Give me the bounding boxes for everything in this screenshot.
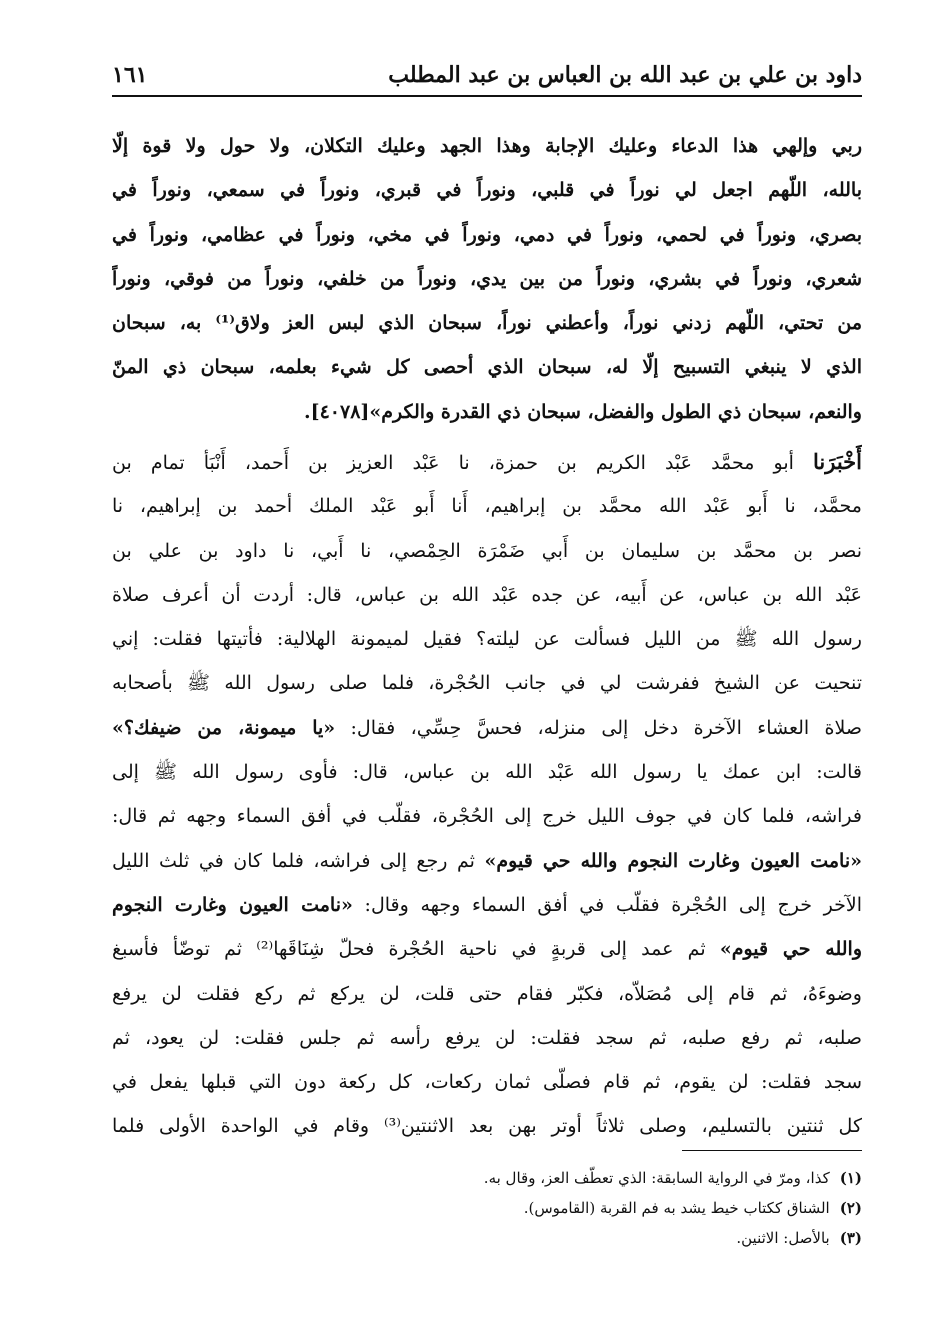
text-line: وضوءَهُ، ثم قام إلى مُصَلاّه، فكبّر فقام حتى قلت، لن يركع ثم ركع فقلت لن يرفع [112, 982, 862, 1005]
text-line [112, 883, 862, 927]
text-line: رسول الله ﷺ من الليل فسألت عن ليلته؟ فقيل لميمونة الهلالية: فأتيتها فقلت: إني [112, 628, 862, 651]
text-line: صلبه، ثم رفع صلبه، ثم سجد فقلت: لن يرفع رأسه ثم جلس فقلت: لن يعود، ثم [112, 1026, 862, 1049]
text-run: صلاة العشاء الآخرة دخل إلى منزله، فحسَّ حِسِّي، فقال: [335, 716, 862, 739]
footnote-text: الشناق ككتاب خيط يشد به فم القربة (القاموس). [523, 1199, 830, 1217]
text-line: قالت: ابن عمك يا رسول الله عَبْد الله بن عباس، قال: فأوى رسول الله ﷺ إلى [112, 761, 862, 784]
text-run: ثم رجع إلى فراشه، فلما كان في ثلث الليل [112, 849, 485, 872]
text-line: الذي لا ينبغي التسبيح إلّا له، سبحان الذي أحصى كل شيء بعلمه، سبحان ذي المنّ [112, 356, 862, 379]
quoted-speech: «يا ميمونة، من ضيفك؟» [112, 716, 336, 739]
footnote [112, 1223, 862, 1253]
text-run: الآخر خرج إلى الحُجْرة فقلّب في أفق السماء وجهه وقال: [352, 893, 862, 916]
text-line [112, 839, 862, 883]
footnote-text: بالأصل: الاثنين. [736, 1229, 830, 1247]
text-line [112, 927, 862, 971]
page-header [112, 58, 862, 94]
text-line: بصري، ونوراً في لحمي، ونوراً في دمي، ونوراً في مخي، ونوراً في عظامي، ونوراً في [112, 223, 862, 246]
text-line: محمَّد، نا أَبو عَبْد الله محمَّد بن إبراهيم، أَنا أَبو عَبْد الملك أحمد بن إبراهيم، نا [112, 495, 862, 518]
narration-paragraph [112, 440, 862, 1149]
text-run: ثم عمد إلى قربةٍ في ناحية الحُجْرة فحلّ شِنَاقَها⁽²⁾ ثم توضّأ فأسبغ [112, 938, 720, 961]
footnote-number: (٢) [839, 1199, 862, 1217]
text-line [112, 440, 862, 484]
footnote-rule [682, 1150, 862, 1151]
text-line: شعري، ونوراً في بشري، ونوراً من بين يدي، ونوراً من خلفي، ونوراً من فوقي، ونوراً [112, 267, 862, 290]
text-line: نصر بن محمَّد بن سليمان بن أَبي ضَمْرَة الحِمْصي، نا أَبي، نا داود بن علي بن [112, 539, 862, 562]
footnote-number: (١) [839, 1169, 862, 1187]
text-line [112, 706, 862, 750]
text-line: عَبْد الله بن عباس، عن أَبيه، عن جده عَبْد الله بن عباس، قال: أردت أن أعرف صلاة [112, 583, 862, 606]
text-line: فراشه، فلما كان في جوف الليل خرج إلى الحُجْرة، فقلّب في أفق السماء وجهه ثم قال: [112, 805, 862, 828]
text-line: بالله، اللّهم اجعل لي نوراً في قلبي، ونوراً في قبري، ونوراً في سمعي، ونوراً في [112, 179, 862, 202]
quoted-speech: «نامت العيون وغارت النجوم [112, 893, 353, 916]
prayer-paragraph [112, 124, 862, 434]
text-line: ربي وإلهي هذا الدعاء وعليك الإجابة وهذا الجهد وعليك التكلان، ولا حول ولا قوة إلّا [112, 135, 862, 157]
footnote [112, 1193, 862, 1223]
footnote-text: كذا، ومرّ في الرواية السابقة: الذي تعطّف العز، وقال به. [483, 1169, 830, 1187]
footnotes [112, 1163, 862, 1253]
running-title: داود بن علي بن عبد الله بن العباس بن عبد المطلب [388, 62, 862, 88]
lead-word: أَخْبَرَنا [813, 449, 862, 474]
footnote [112, 1163, 862, 1193]
text-line: سجد فقلت: لن يقوم، ثم قام فصلّى ثمان ركعات، كل ركعة دون التي قبلها يفعل في [112, 1071, 862, 1094]
text-line: من تحتي، اللّهم زدني نوراً، وأعطني نوراً، سبحان الذي لبس العز ولاق⁽¹⁾ به، سبحان [112, 312, 862, 335]
text-line: تنحيت عن الشيخ ففرشت لي في جانب الحُجْرة، فلما صلى رسول الله ﷺ بأصحابه [112, 672, 862, 695]
text-line: كل ثنتين بالتسليم، وصلى ثلاثاً أوتر بهن بعد الاثنتين⁽³⁾ وقام في الواحدة الأولى فلما [112, 1115, 862, 1138]
text-line: والنعم، سبحان ذي الطول والفضل، سبحان ذي القدرة والكرم»[٤٠٧٨]. [303, 400, 862, 423]
header-rule [112, 95, 862, 97]
text-run: أبو محمَّد عَبْد الكريم بن حمزة، نا عَبْد العزيز بن أَحمد، أَنْبَأ تمام بن [112, 452, 814, 474]
quoted-speech: «نامت العيون وغارت النجوم والله حي قيوم» [484, 849, 862, 872]
footnote-number: (٣) [839, 1229, 862, 1247]
page-number: ١٦١ [112, 62, 148, 88]
quoted-speech: والله حي قيوم» [719, 938, 862, 961]
